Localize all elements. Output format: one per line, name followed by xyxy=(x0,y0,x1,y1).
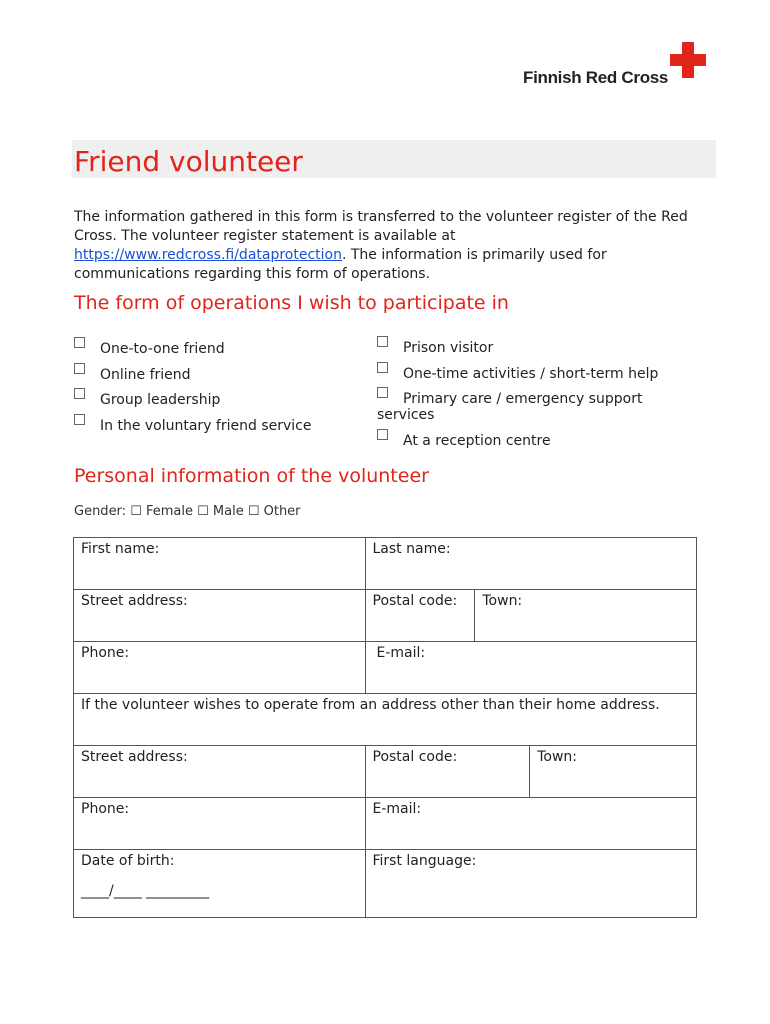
option-label: Prison visitor xyxy=(403,340,494,356)
option-label-continued: services xyxy=(377,407,435,423)
email-2-field[interactable]: E-mail: xyxy=(365,798,697,850)
first-name-field[interactable]: First name: xyxy=(74,538,366,590)
logo-text: Finnish Red Cross xyxy=(523,68,669,87)
option-label: In the voluntary friend service xyxy=(100,418,312,434)
checkbox-icon[interactable] xyxy=(377,387,388,398)
option-label: One-time activities / short-term help xyxy=(403,366,659,382)
date-of-birth-field[interactable] xyxy=(74,850,366,918)
dob-blank: ____/____ _________ xyxy=(81,883,210,899)
page-title: Friend volunteer xyxy=(74,145,303,178)
option-label: Online friend xyxy=(100,367,191,383)
town-field[interactable]: Town: xyxy=(475,590,697,642)
town-2-field[interactable]: Town: xyxy=(530,746,697,798)
checkbox-icon[interactable] xyxy=(377,362,388,373)
gender-options[interactable]: Gender: ☐ Female ☐ Male ☐ Other xyxy=(74,504,301,519)
email-field[interactable]: E-mail: xyxy=(365,642,697,694)
operations-heading: The form of operations I wish to participate in xyxy=(74,292,509,314)
checkbox-icon[interactable] xyxy=(74,388,85,399)
checkbox-icon[interactable] xyxy=(74,414,85,425)
intro-text-start: The information gathered in this form is transferred to the volunteer register of the Red Cross. The volunteer register statement is available at xyxy=(74,209,688,244)
option-primary-care-continued xyxy=(377,407,434,423)
phone-field[interactable]: Phone: xyxy=(74,642,366,694)
option-label: At a reception centre xyxy=(403,433,551,449)
finnish-red-cross-logo xyxy=(520,40,710,90)
checkbox-icon[interactable] xyxy=(377,336,388,347)
checkbox-icon[interactable] xyxy=(74,363,85,374)
dataprotection-link[interactable]: https://www.redcross.fi/dataprotection xyxy=(74,247,342,263)
option-label: One-to-one friend xyxy=(100,341,225,357)
street-address-field[interactable]: Street address: xyxy=(74,590,366,642)
other-address-note: If the volunteer wishes to operate from an address other than their home address. xyxy=(74,694,697,746)
dob-label: Date of birth: xyxy=(81,853,175,869)
checkbox-icon[interactable] xyxy=(377,429,388,440)
street-address-2-field[interactable]: Street address: xyxy=(74,746,366,798)
intro-text-end: . The information is primarily used for communications regarding this form of operations. xyxy=(74,247,607,282)
postal-code-2-field[interactable]: Postal code: xyxy=(365,746,530,798)
red-cross-icon xyxy=(670,42,706,78)
personal-info-table xyxy=(73,537,697,918)
intro-paragraph xyxy=(74,208,714,284)
checkbox-icon[interactable] xyxy=(74,337,85,348)
personal-info-heading: Personal information of the volunteer xyxy=(74,465,429,487)
last-name-field[interactable]: Last name: xyxy=(365,538,697,590)
postal-code-field[interactable]: Postal code: xyxy=(365,590,475,642)
first-language-field[interactable]: First language: xyxy=(365,850,697,918)
option-label: Group leadership xyxy=(100,392,221,408)
phone-2-field[interactable]: Phone: xyxy=(74,798,366,850)
title-bar xyxy=(72,140,716,178)
option-label: Primary care / emergency support xyxy=(403,391,643,407)
